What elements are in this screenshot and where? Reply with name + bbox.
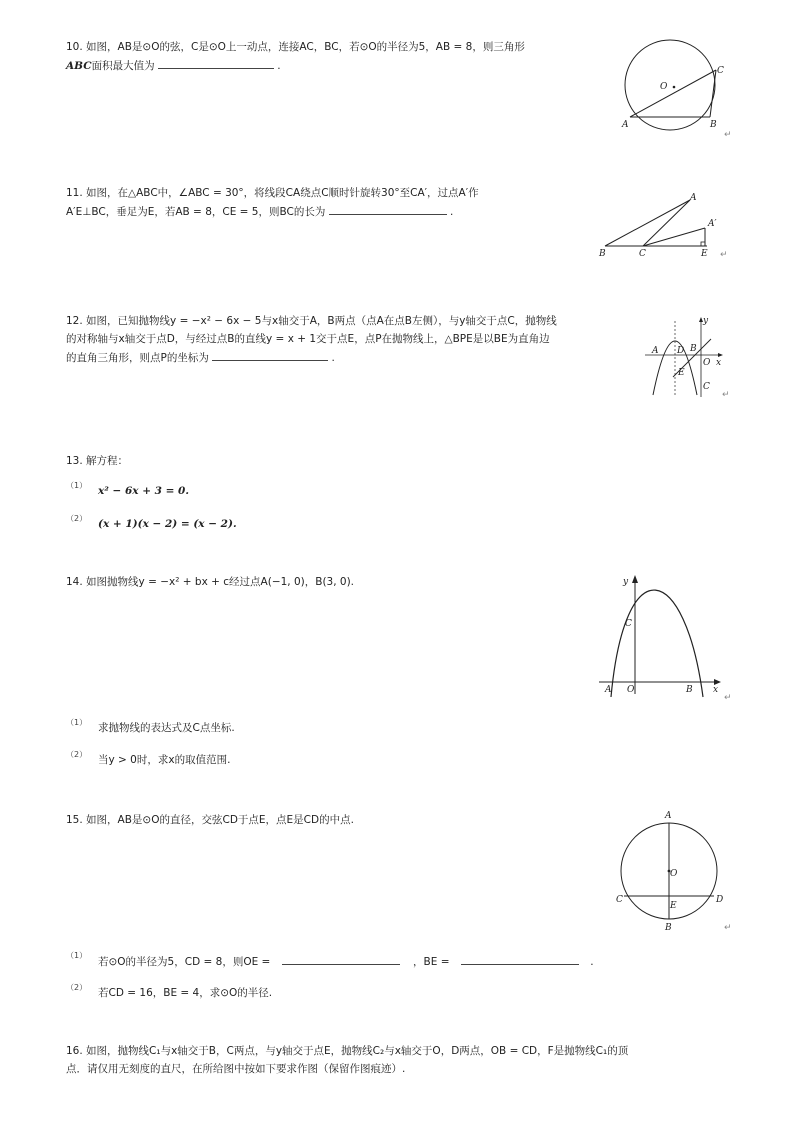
q10-line1: 10. 如图，AB是⊙O的弦，C是⊙O上一动点，连接AC，BC，若⊙O的半径为5，AB = 8，则三角形 (66, 41, 525, 53)
q15-part2-number: （2） (66, 983, 88, 992)
q14-label-a: A (605, 685, 612, 695)
q11-label-b: B (599, 249, 606, 259)
q10-label-a: A (622, 120, 629, 130)
q13-part1-number: （1） (66, 481, 88, 490)
q11-label-c: C (639, 249, 646, 259)
q14-label-b: B (686, 685, 693, 695)
q16-line2: 点．请仅用无刻度的直尺，在所给图中按如下要求作图（保留作图痕迹）. (66, 1063, 406, 1075)
q12-label-a: A (652, 346, 659, 356)
q12-label-y: y (703, 316, 709, 326)
q10-label-c: C (717, 66, 724, 76)
q13-part1: x² − 6x + 3 = 0. (98, 485, 190, 497)
q15-part1: 若⊙O的半径为5，CD = 8，则OE = ，BE = . (98, 956, 594, 968)
q12-label-o: O (703, 358, 711, 368)
q11-triangle-figure (595, 190, 725, 262)
q15-oe-answer-blank[interactable] (282, 954, 400, 965)
q12-label-b: B (690, 344, 697, 354)
q10-label-b: B (710, 120, 717, 130)
q11-answer-blank[interactable] (329, 204, 447, 215)
q11-line2: A′E⊥BC，垂足为E，若AB = 8，CE = 5，则BC的长为 . (66, 206, 454, 218)
q14-part1-number: （1） (66, 718, 88, 727)
q14-stem: 14. 如图抛物线y = −x² + bx + c经过点A(−1, 0)，B(3, 0). (66, 576, 355, 588)
q12-line1: 12. 如图，已知抛物线y = −x² − 6x − 5与x轴交于A，B两点（点A在点B左侧），与y轴交于点C，抛物线 (66, 315, 557, 327)
q11-label-e: E (701, 249, 708, 259)
q11-label-a: A (690, 193, 697, 203)
q12-answer-blank[interactable] (212, 350, 328, 361)
q15-label-d: D (716, 895, 724, 905)
q16-line1: 16. 如图，抛物线C₁与x轴交于B，C两点，与y轴交于点E，抛物线C₂与x轴交于O，D两点，OB = CD，F是抛物线C₁的顶 (66, 1045, 629, 1057)
q15-circle-figure (612, 806, 737, 934)
q15-label-c: C (616, 895, 623, 905)
q12-label-c: C (703, 382, 710, 392)
q15-label-b: B (665, 923, 672, 933)
q12-label-d: D (677, 346, 685, 356)
q14-label-c: C (625, 619, 632, 629)
q14-part1: 求抛物线的表达式及C点坐标. (98, 722, 235, 734)
q12-line2: 的对称轴与x轴交于点D，与经过点B的直线y = x + 1交于点E，点P在抛物线上，△BPE是以BE为直角边 (66, 333, 550, 345)
q14-parabola-figure (595, 572, 730, 704)
q14-label-x: x (713, 685, 719, 695)
q15-part2: 若CD = 16，BE = 4，求⊙O的半径. (98, 987, 273, 999)
q10-label-o: O (660, 82, 668, 92)
q12-line3: 的直角三角形，则点P的坐标为 . (66, 352, 335, 364)
q15-part1-number: （1） (66, 951, 88, 960)
q10-circle-figure (620, 40, 730, 140)
q13-part2: (x + 1)(x − 2) = (x − 2). (98, 518, 237, 530)
q11-label-a-prime: A′ (708, 219, 717, 229)
q15-label-o: O (670, 869, 678, 879)
q15-label-a: A (665, 811, 672, 821)
q13-title: 13. 解方程： (66, 455, 129, 467)
q14-label-o: O (627, 685, 635, 695)
q10-answer-blank[interactable] (158, 58, 274, 69)
q10-line2: ABC面积最大值为 . (66, 60, 281, 72)
q13-part2-number: （2） (66, 514, 88, 523)
q15-label-e: E (670, 901, 677, 911)
q15-be-answer-blank[interactable] (461, 954, 579, 965)
q12-label-e: E (678, 368, 685, 378)
q14-part2: 当y > 0时，求x的取值范围. (98, 754, 231, 766)
q11-line1: 11. 如图，在△ABC中，∠ABC = 30°，将线段CA绕点C顺时针旋转30°至CA′，过点A′作 (66, 187, 479, 199)
q15-stem: 15. 如图，AB是⊙O的直径，交弦CD于点E，点E是CD的中点. (66, 814, 354, 826)
q14-part2-number: （2） (66, 750, 88, 759)
q12-label-x: x (716, 358, 722, 368)
q12-parabola-figure (645, 315, 730, 400)
q14-label-y: y (623, 577, 629, 587)
